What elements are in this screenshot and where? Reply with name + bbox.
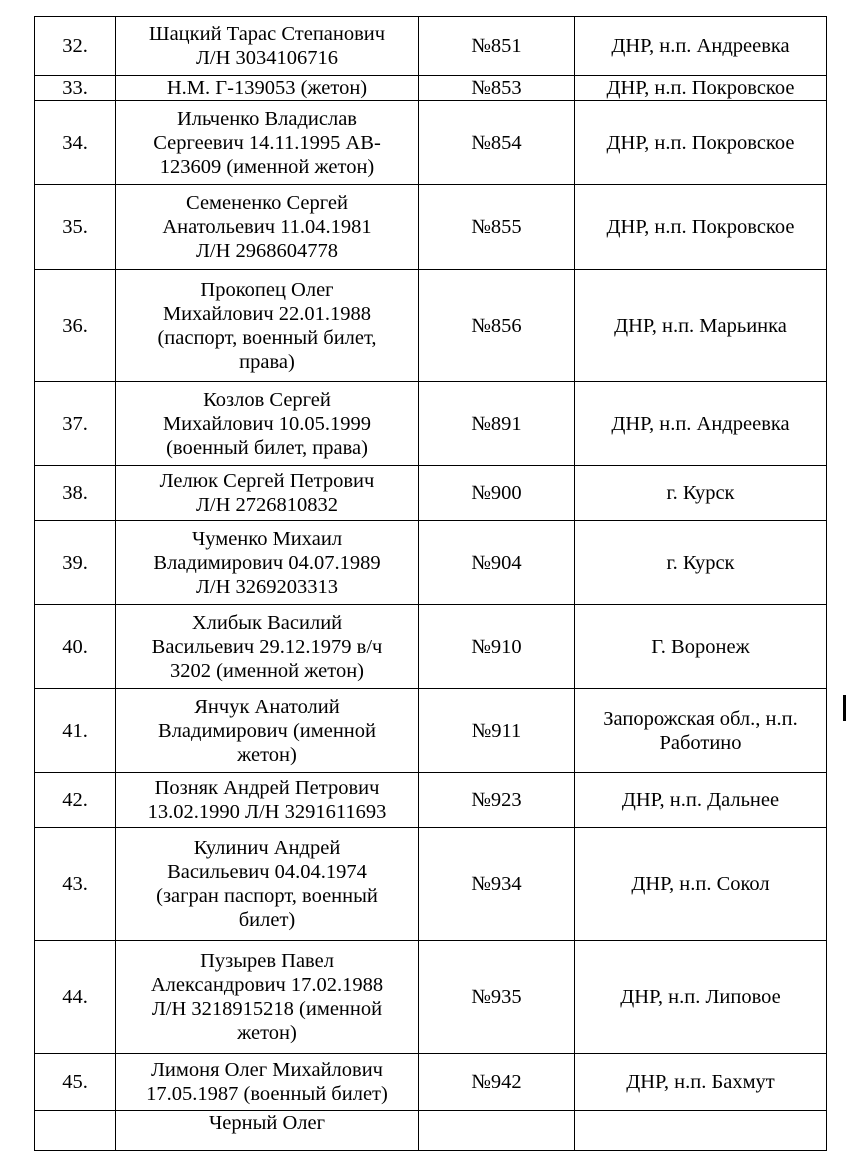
- person-cell: [116, 76, 419, 101]
- location-cell: [575, 382, 827, 466]
- person-cell: [116, 185, 419, 270]
- location-line: г. Курск: [666, 551, 735, 574]
- table-row: [35, 941, 827, 1054]
- person-cell: [116, 1054, 419, 1111]
- person-line: 13.02.1990 Л/Н 3291611693: [147, 801, 387, 823]
- person-line: 17.05.1987 (военный билет): [146, 1083, 388, 1105]
- person-line: Л/Н 3034106716: [195, 47, 339, 69]
- person-line: Позняк Андрей Петрович: [154, 777, 380, 799]
- person-cell: [116, 382, 419, 466]
- location-cell: [575, 941, 827, 1054]
- person-line: Черный Олег: [208, 1112, 326, 1134]
- person-line: жетон): [237, 743, 297, 766]
- record-number-cell: №900: [419, 466, 575, 521]
- record-number-cell: №923: [419, 773, 575, 828]
- row-number-cell: 41.: [35, 689, 116, 773]
- person-line: Л/Н 3269203313: [195, 575, 339, 598]
- row-number-cell: 36.: [35, 270, 116, 382]
- location-cell: [575, 605, 827, 689]
- record-number-cell: №911: [419, 689, 575, 773]
- location-line: ДНР, н.п. Андреевка: [611, 412, 790, 435]
- row-number-cell: 38.: [35, 466, 116, 521]
- location-line: ДНР, н.п. Марьинка: [614, 314, 787, 337]
- table-row: [35, 101, 827, 185]
- location-cell: [575, 521, 827, 605]
- person-line: 3202 (именной жетон): [169, 659, 364, 682]
- row-number-cell: 32.: [35, 17, 116, 76]
- records-table-body: [35, 17, 827, 1151]
- location-cell: [575, 17, 827, 76]
- person-line: Н.М. Г-139053 (жетон): [166, 77, 368, 99]
- person-line: (загран паспорт, военный: [156, 885, 378, 907]
- person-line: (паспорт, военный билет,: [157, 326, 377, 349]
- records-table: [34, 16, 827, 1151]
- location-line: ДНР, н.п. Дальнее: [621, 789, 780, 811]
- location-cell: [575, 76, 827, 101]
- row-number-cell: 37.: [35, 382, 116, 466]
- person-line: Хлибык Василий: [191, 611, 343, 634]
- person-line: Л/Н 3218915218 (именной: [151, 998, 383, 1020]
- table-row: [35, 382, 827, 466]
- table-row: [35, 466, 827, 521]
- row-number-cell: 43.: [35, 828, 116, 941]
- person-line: Семененко Сергей: [186, 192, 348, 214]
- location-line: Г. Воронеж: [651, 635, 750, 658]
- person-line: Владимирович (именной: [158, 719, 376, 742]
- table-row: [35, 270, 827, 382]
- table-row: [35, 1054, 827, 1111]
- table-row: [35, 689, 827, 773]
- row-number-cell: 34.: [35, 101, 116, 185]
- table-row: [35, 773, 827, 828]
- location-cell: [575, 270, 827, 382]
- record-number-cell: №904: [419, 521, 575, 605]
- person-line: Михайлович 22.01.1988: [162, 302, 372, 325]
- location-line: ДНР, н.п. Липовое: [620, 986, 781, 1008]
- person-line: Александрович 17.02.1988: [150, 974, 384, 996]
- table-row: [35, 828, 827, 941]
- row-number-cell: 33.: [35, 76, 116, 101]
- location-line: ДНР, н.п. Покровское: [606, 131, 795, 154]
- record-number-cell: [419, 1111, 575, 1151]
- person-cell: [116, 828, 419, 941]
- person-cell: [116, 689, 419, 773]
- person-line: (военный билет, права): [166, 436, 368, 459]
- location-cell: [575, 689, 827, 773]
- person-line: билет): [238, 909, 296, 931]
- location-line: ДНР, н.п. Бахмут: [626, 1071, 775, 1093]
- record-number-cell: №891: [419, 382, 575, 466]
- row-number-cell: 44.: [35, 941, 116, 1054]
- record-number-cell: №851: [419, 17, 575, 76]
- person-line: Анатольевич 11.04.1981: [162, 216, 372, 238]
- table-row: [35, 605, 827, 689]
- location-cell: [575, 466, 827, 521]
- person-line: Михайлович 10.05.1999: [162, 412, 372, 435]
- person-cell: [116, 605, 419, 689]
- person-line: Сергеевич 14.11.1995 АВ-: [153, 131, 381, 154]
- record-number-cell: №935: [419, 941, 575, 1054]
- record-number-cell: №942: [419, 1054, 575, 1111]
- person-line: Пузырев Павел: [200, 950, 334, 972]
- location-line: г. Курск: [666, 482, 735, 504]
- record-number-cell: №855: [419, 185, 575, 270]
- table-row: [35, 1111, 827, 1151]
- person-cell: [116, 101, 419, 185]
- person-cell: [116, 941, 419, 1054]
- table-row: [35, 521, 827, 605]
- row-number-cell: 42.: [35, 773, 116, 828]
- location-line: ДНР, н.п. Андреевка: [611, 35, 790, 57]
- location-cell: [575, 773, 827, 828]
- record-number-cell: №934: [419, 828, 575, 941]
- location-cell: [575, 101, 827, 185]
- person-line: Лимоня Олег Михайлович: [151, 1059, 383, 1081]
- row-number-cell: 40.: [35, 605, 116, 689]
- table-row: [35, 17, 827, 76]
- person-line: Лелюк Сергей Петрович: [159, 470, 375, 492]
- person-line: 123609 (именной жетон): [159, 155, 375, 178]
- person-line: Прокопец Олег: [200, 278, 334, 301]
- location-line: Работино: [659, 731, 742, 754]
- person-line: Л/Н 2726810832: [195, 494, 339, 516]
- table-row: [35, 76, 827, 101]
- location-line: ДНР, н.п. Покровское: [606, 77, 795, 99]
- person-cell: [116, 1111, 419, 1151]
- row-number-cell: 35.: [35, 185, 116, 270]
- person-line: Янчук Анатолий: [194, 695, 340, 718]
- location-line: Запорожская обл., н.п.: [603, 707, 798, 730]
- row-number-cell: [35, 1111, 116, 1151]
- page-edge-mark: [843, 695, 846, 721]
- location-line: ДНР, н.п. Покровское: [606, 216, 795, 238]
- person-line: Кулинич Андрей: [193, 837, 341, 859]
- location-cell: [575, 185, 827, 270]
- person-line: Л/Н 2968604778: [195, 240, 339, 262]
- person-cell: [116, 521, 419, 605]
- person-line: Чуменко Михаил: [191, 527, 343, 550]
- location-cell: [575, 828, 827, 941]
- location-line: ДНР, н.п. Сокол: [631, 873, 770, 895]
- person-cell: [116, 17, 419, 76]
- person-line: Васильевич 04.04.1974: [167, 861, 367, 883]
- record-number-cell: №854: [419, 101, 575, 185]
- person-cell: [116, 270, 419, 382]
- person-cell: [116, 773, 419, 828]
- person-line: Шацкий Тарас Степанович: [148, 23, 386, 45]
- location-cell: [575, 1111, 827, 1151]
- row-number-cell: 39.: [35, 521, 116, 605]
- record-number-cell: №910: [419, 605, 575, 689]
- person-line: права): [239, 350, 295, 373]
- person-line: Козлов Сергей: [203, 388, 331, 411]
- person-line: Васильевич 29.12.1979 в/ч: [151, 635, 383, 658]
- table-row: [35, 185, 827, 270]
- location-cell: [575, 1054, 827, 1111]
- row-number-cell: 45.: [35, 1054, 116, 1111]
- person-line: Владимирович 04.07.1989: [153, 551, 381, 574]
- record-number-cell: №853: [419, 76, 575, 101]
- person-cell: [116, 466, 419, 521]
- person-line: Ильченко Владислав: [176, 107, 357, 130]
- person-line: жетон): [237, 1022, 297, 1044]
- record-number-cell: №856: [419, 270, 575, 382]
